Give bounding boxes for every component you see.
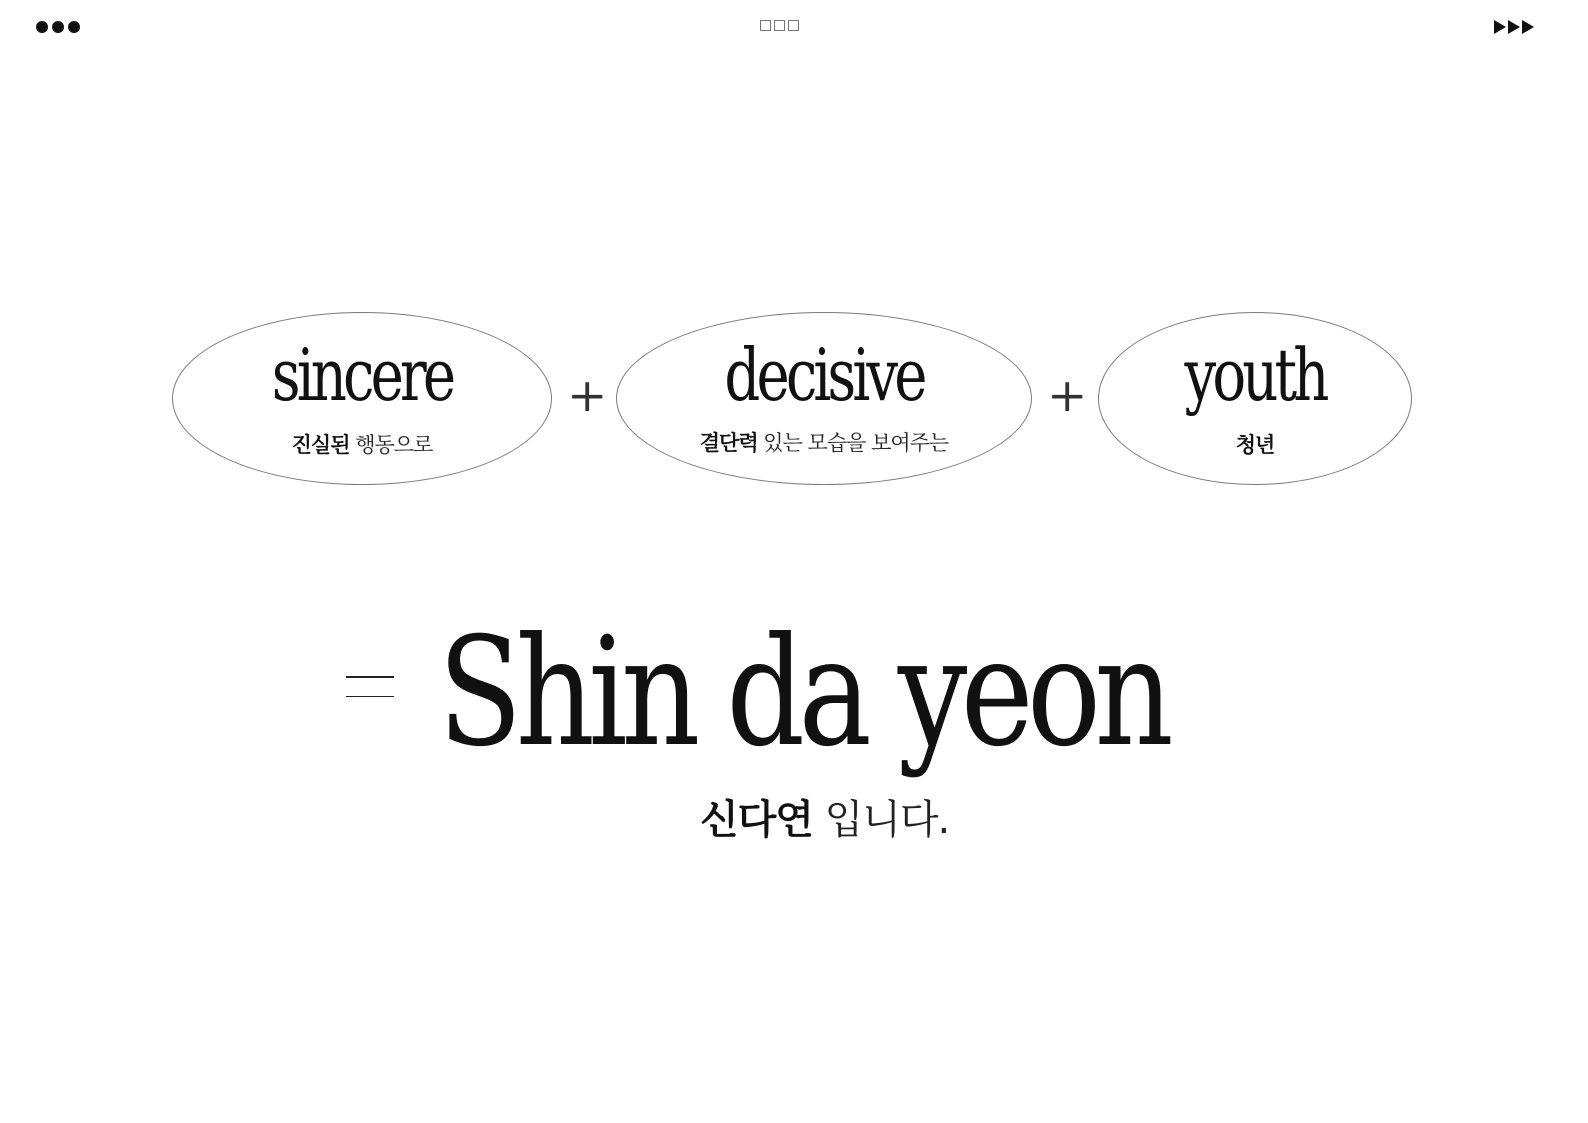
equals-sign [346,676,394,715]
keyword-word: youth [1184,333,1326,417]
keyword-caption [1099,429,1411,459]
name-korean-light: 입니다. [824,797,950,843]
plus-sign: + [567,368,608,422]
keyword-ellipse-decisive [616,312,1032,485]
caption-light: 있는 모습을 보여주는 [763,431,949,455]
keyword-caption [617,427,1031,457]
arrow-right-icon [1494,20,1506,34]
equals-bar [346,676,394,678]
page-indicator-icon [760,20,799,31]
caption-light: 행동으로 [355,433,433,457]
caption-bold: 청년 [1235,433,1275,457]
plus-sign: + [1047,368,1088,422]
dot [36,21,48,33]
name-english: Shin da yeon [438,606,1168,780]
arrow-right-icon [1522,20,1534,34]
page-indicator-square [760,20,771,31]
name-korean-bold: 신다연 [700,797,813,843]
dot [52,21,64,33]
menu-dots-icon[interactable] [36,21,80,33]
keyword-word: decisive [724,333,924,417]
page-indicator-square [774,20,785,31]
caption-bold: 진실된 [291,433,350,457]
equals-bar [346,696,394,698]
keyword-word: sincere [271,333,453,417]
next-arrows-icon[interactable] [1494,20,1534,34]
page-indicator-square [788,20,799,31]
name-korean [700,788,949,845]
dot [68,21,80,33]
keyword-ellipse-sincere [172,312,552,485]
arrow-right-icon [1508,20,1520,34]
keyword-ellipse-youth [1098,312,1412,485]
keyword-caption [173,429,551,459]
caption-bold: 결단력 [699,431,758,455]
